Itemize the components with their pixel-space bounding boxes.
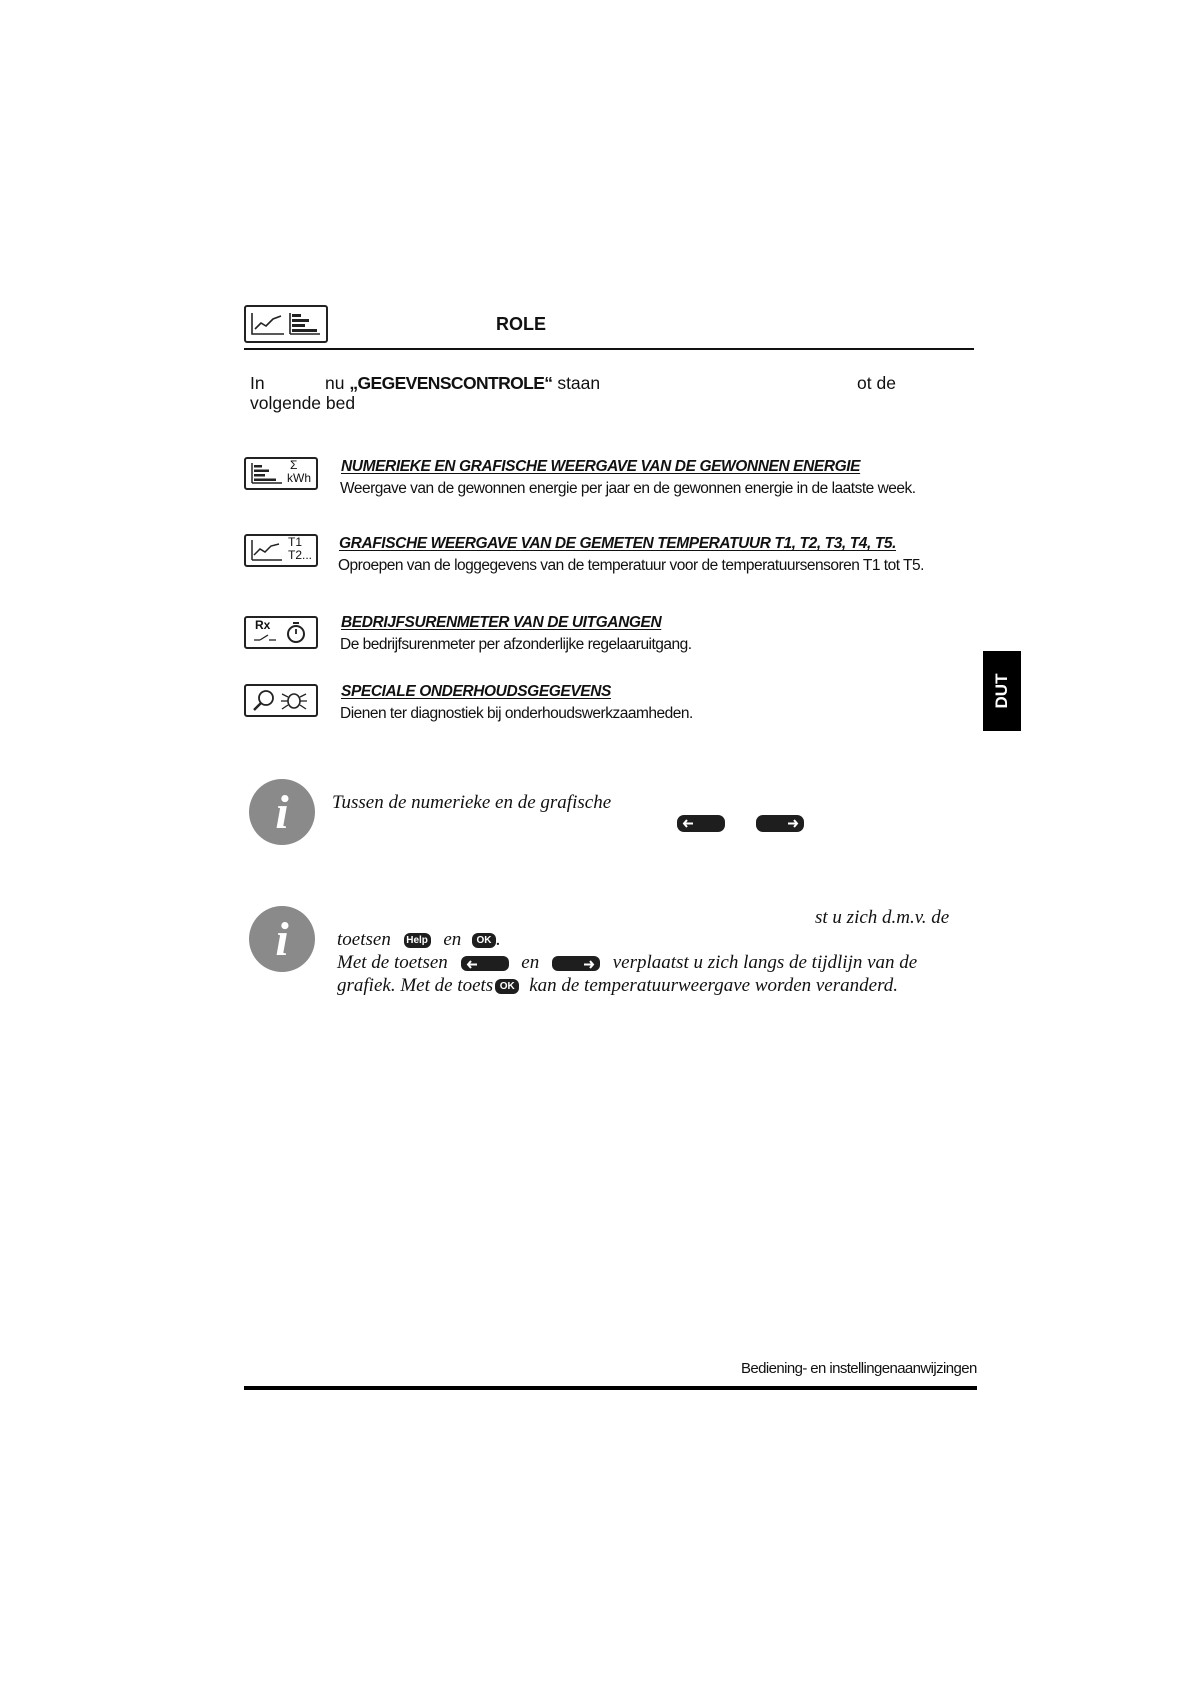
menu-name: „GEGEVENSCONTROLE“ [349,373,553,393]
item-desc-temperature: Oproepen van de loggegevens van de temperatuur voor de temperatuursensoren T1 tot T5. [338,557,924,574]
right-arrow-key [756,815,804,832]
left-arrow-key [461,956,509,971]
item-title-operating-hours: BEDRIJFSURENMETER VAN DE UITGANGEN [341,614,662,631]
item-title-energy: NUMERIEKE EN GRAFISCHE WEERGAVE VAN DE GEWONNEN ENERGIE [341,458,861,475]
ok-key: OK [495,979,519,994]
relay-timer-icon: Rx [244,616,318,649]
note1-text: Tussen de numerieke en de grafische [332,792,612,813]
info-icon: i [249,906,315,972]
item-desc-service-data: Dienen ter diagnostiek bij onderhoudswerkzaamheden. [340,705,693,722]
left-arrow-key [677,815,725,832]
intro-line1-end: ot de [857,373,896,393]
service-diagnostic-icon [244,684,318,717]
note2-line4: grafiek. Met de toets OK kan de temperatuurweergave worden veranderd. [337,975,899,996]
intro-line1-menu: nu „GEGEVENSCONTROLE“ staan [325,373,601,393]
intro-line2: volgende bed [250,393,356,413]
data-control-icon [244,305,328,343]
page-title: ROLE [496,314,547,334]
item-title-temperature: GRAFISCHE WEERGAVE VAN DE GEMETEN TEMPERATUUR T1, T2, T3, T4, T5. [339,535,897,552]
info-icon: i [249,779,315,845]
item-desc-energy: Weergave van de gewonnen energie per jaar en de gewonnen energie in de laatste week. [340,480,916,497]
header-rule [244,348,974,350]
help-key: Help [404,933,431,948]
language-tab-label: DUT [992,673,1011,709]
temperature-graph-icon: T1 T2... [244,534,318,567]
footer-text: Bediening- en instellingenaanwijzingen [741,1360,977,1377]
intro-line1-start: In [250,373,265,393]
note2-line3: Met de toetsen en verplaatst u zich langs de tijdlijn van de [337,952,918,973]
item-desc-operating-hours: De bedrijfsurenmeter per afzonderlijke regelaaruitgang. [340,636,692,653]
item-title-service-data: SPECIALE ONDERHOUDSGEGEVENS [341,683,611,700]
right-arrow-key [552,956,600,971]
language-tab [983,651,1021,731]
footer-rule [244,1386,977,1390]
note2-line1: st u zich d.m.v. de [815,907,950,928]
ok-key: OK [472,933,496,948]
note2-line2: toetsen Help en OK . [337,929,501,950]
energy-kwh-icon: Σ kWh [244,457,318,490]
